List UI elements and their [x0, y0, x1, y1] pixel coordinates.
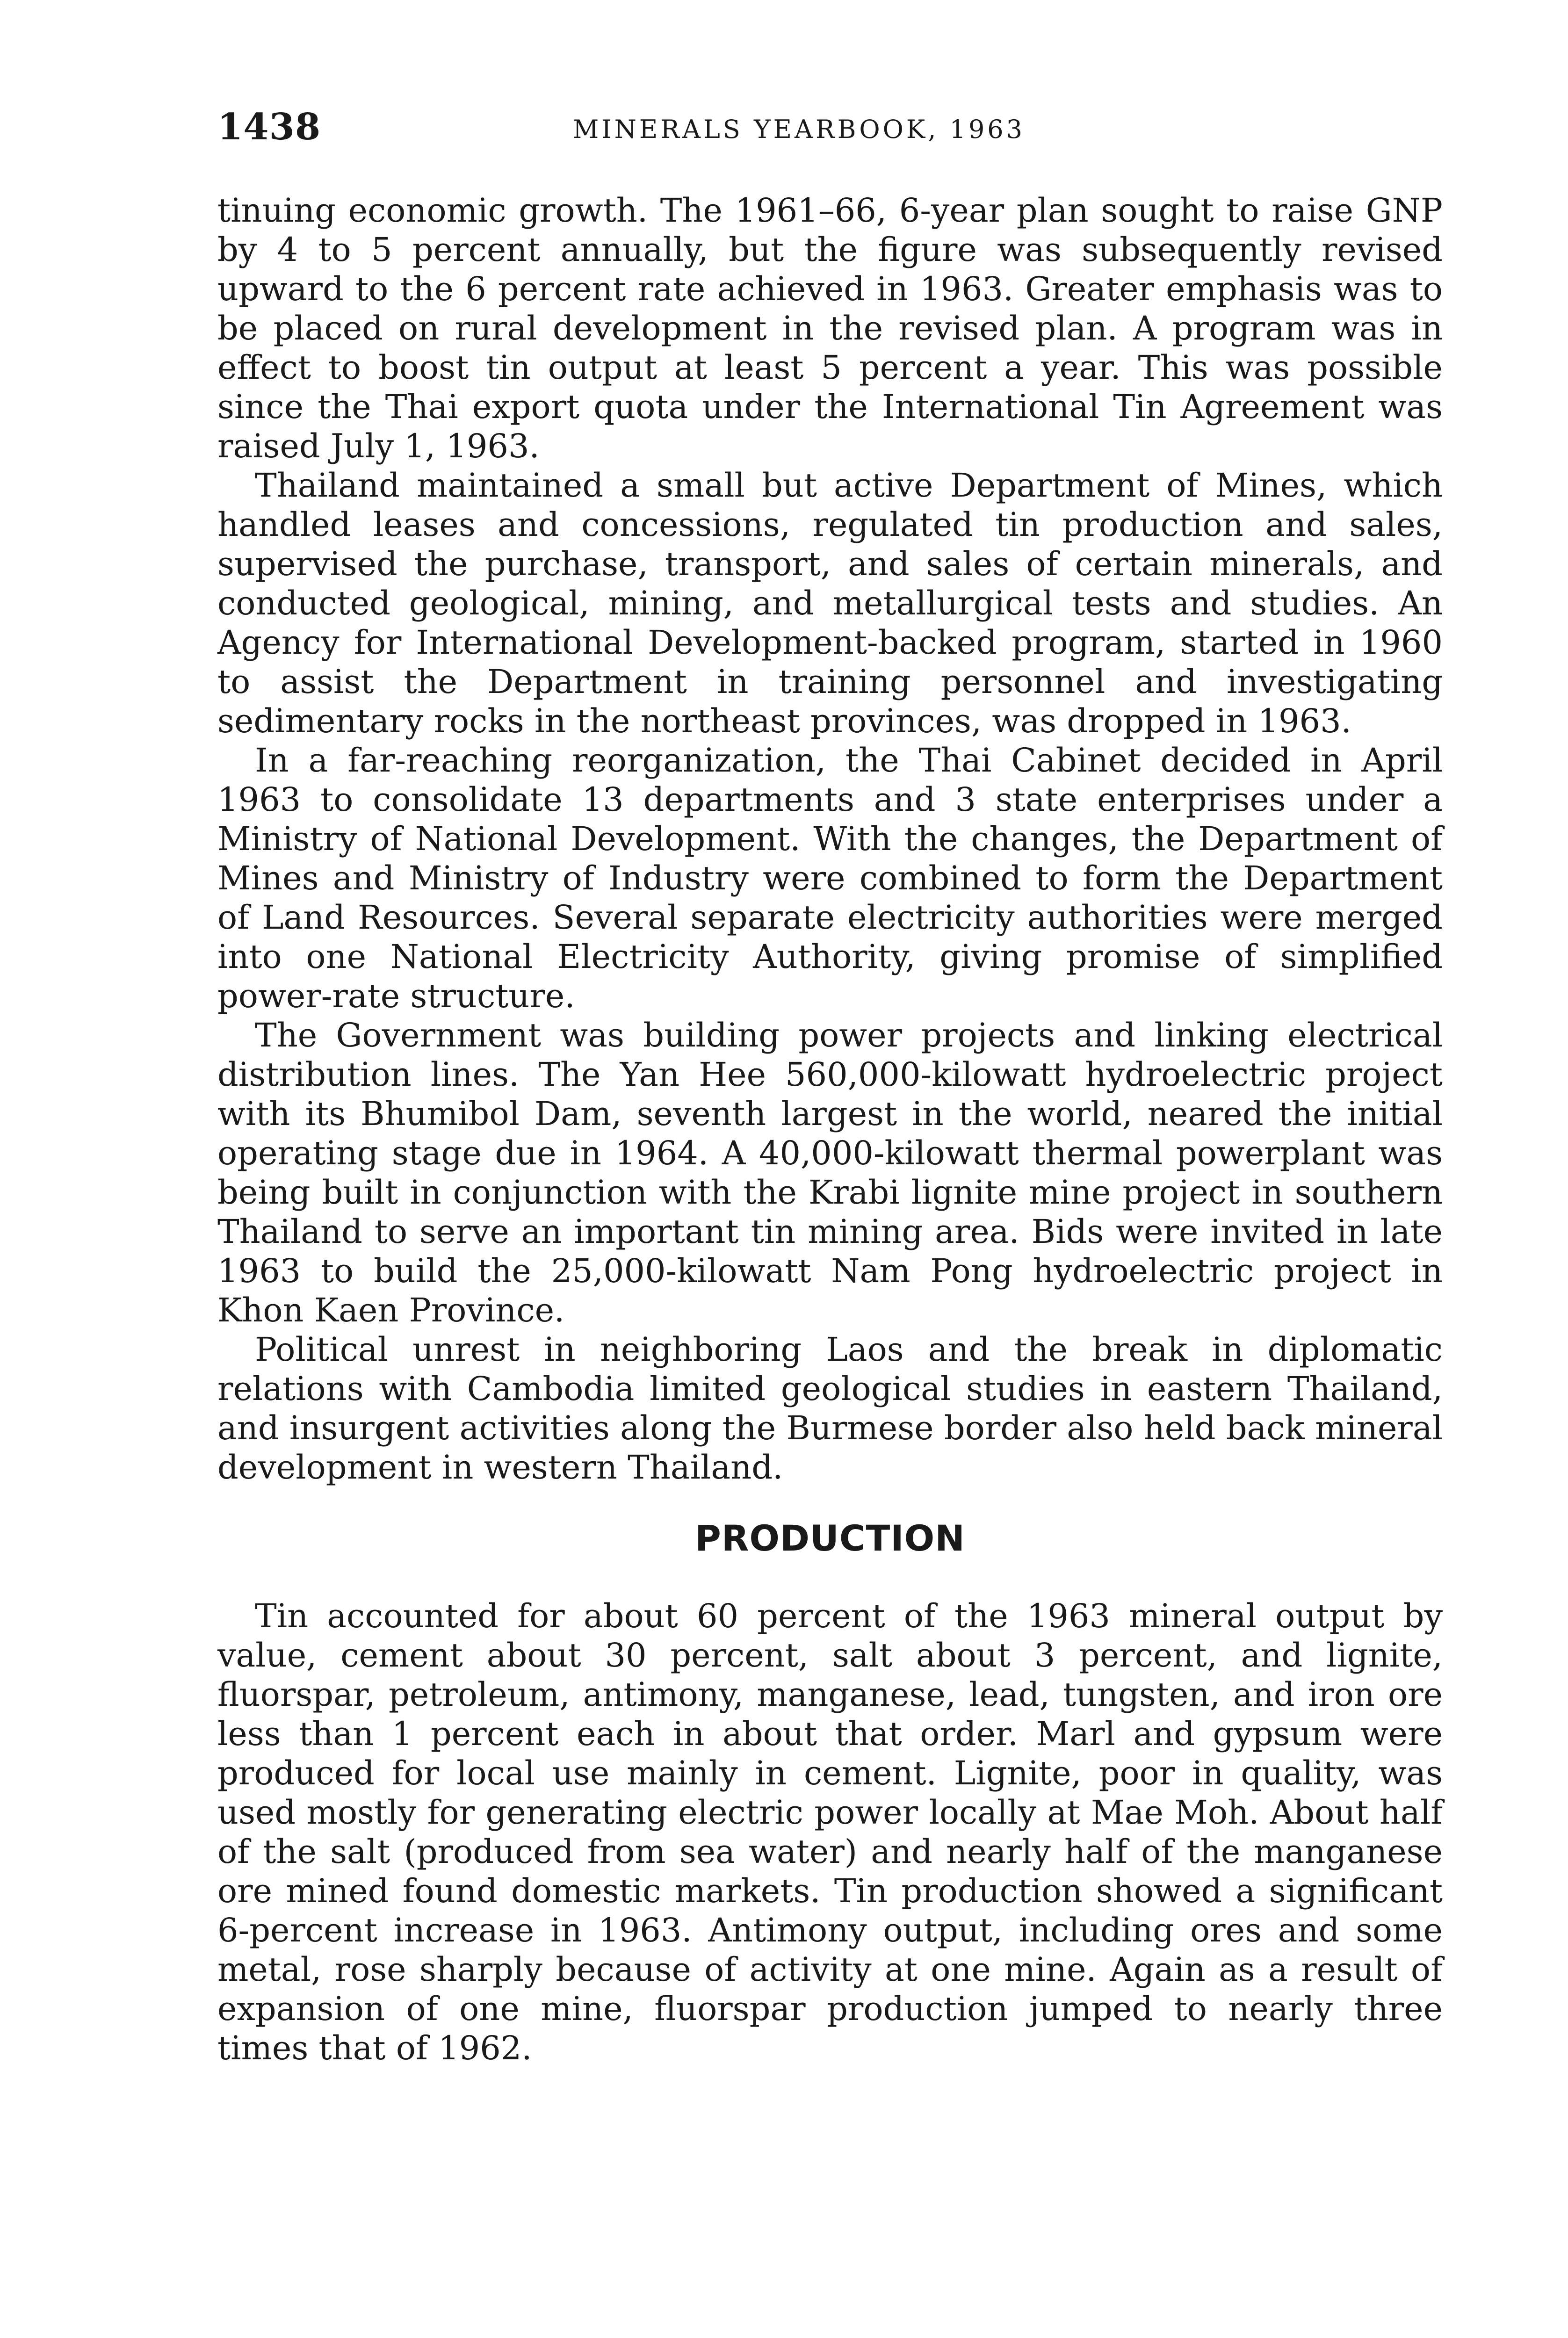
paragraph-reorganization: In a far-reaching reorganization, the Thai Cabinet decided in April 1963 to consolidate 13 departments and 3 state enterprises under a Ministry of National Development. With the changes, the Department of Mines and Ministry of Industry were combined to form the Department of Land Resources. Several separate electricity authorities were merged into one National Electricity Authority, giving promise of simplified power-rate structure.	[217, 741, 1443, 1015]
paragraph-political-unrest: Political unrest in neighboring Laos and the break in diplomatic relations with Cambodia limited geological studies in eastern Thailand, and insurgent activities along the Burmese border also held back mineral development in western Thailand.	[217, 1330, 1443, 1487]
paragraph-continued: tinuing economic growth. The 1961–66, 6-year plan sought to raise GNP by 4 to 5 percent annually, but the figure was subsequently revised upward to the 6 percent rate achieved in 1963. Greater emphasis was to be placed on rural development in the revised plan. A program was in effect to boost tin output at least 5 percent a year. This was possible since the Thai export quota under the International Tin Agreement was raised July 1, 1963.	[217, 191, 1443, 465]
running-head	[217, 104, 1443, 160]
running-title: MINERALS YEARBOOK, 1963	[573, 115, 1026, 144]
paragraph-production: Tin accounted for about 60 percent of the 1963 mineral output by value, cement about 30 percent, salt about 3 percent, and lignite, fluorspar, petroleum, antimony, manganese, lead, tungsten, and iron ore less than 1 percent each in about that order. Marl and gypsum were produced for local use mainly in cement. Lignite, poor in quality, was used mostly for generating electric power locally at Mae Moh. About half of the salt (produced from sea water) and nearly half of the manganese ore mined found domestic markets. Tin production showed a significant 6-percent increase in 1963. Antimony output, including ores and some metal, rose sharply because of activity at one mine. Again as a result of expansion of one mine, fluorspar production jumped to nearly three times that of 1962.	[217, 1597, 1443, 2067]
section-heading-production: PRODUCTION	[695, 1517, 965, 1559]
body-column	[217, 191, 1443, 2068]
paragraph-power-projects: The Government was building power projects and linking electrical distribution lines. The Yan Hee 560,000-kilowatt hydroelectric project with its Bhumibol Dam, seventh largest in the world, neared the initial operating stage due in 1964. A 40,000-kilowatt thermal powerplant was being built in conjunction with the Krabi lignite mine project in southern Thailand to serve an important tin mining area. Bids were invited in late 1963 to build the 25,000-kilowatt Nam Pong hydroelectric project in Khon Kaen Province.	[217, 1016, 1443, 1329]
paragraph-department-of-mines: Thailand maintained a small but active Department of Mines, which handled leases and concessions, regulated tin production and sales, supervised the purchase, transport, and sales of certain minerals, and conducted geological, mining, and metallurgical tests and studies. An Agency for International Development-backed program, started in 1960 to assist the Department in training personnel and investigating sedimentary rocks in the northeast provinces, was dropped in 1963.	[217, 466, 1443, 740]
page-number: 1438	[217, 106, 321, 148]
